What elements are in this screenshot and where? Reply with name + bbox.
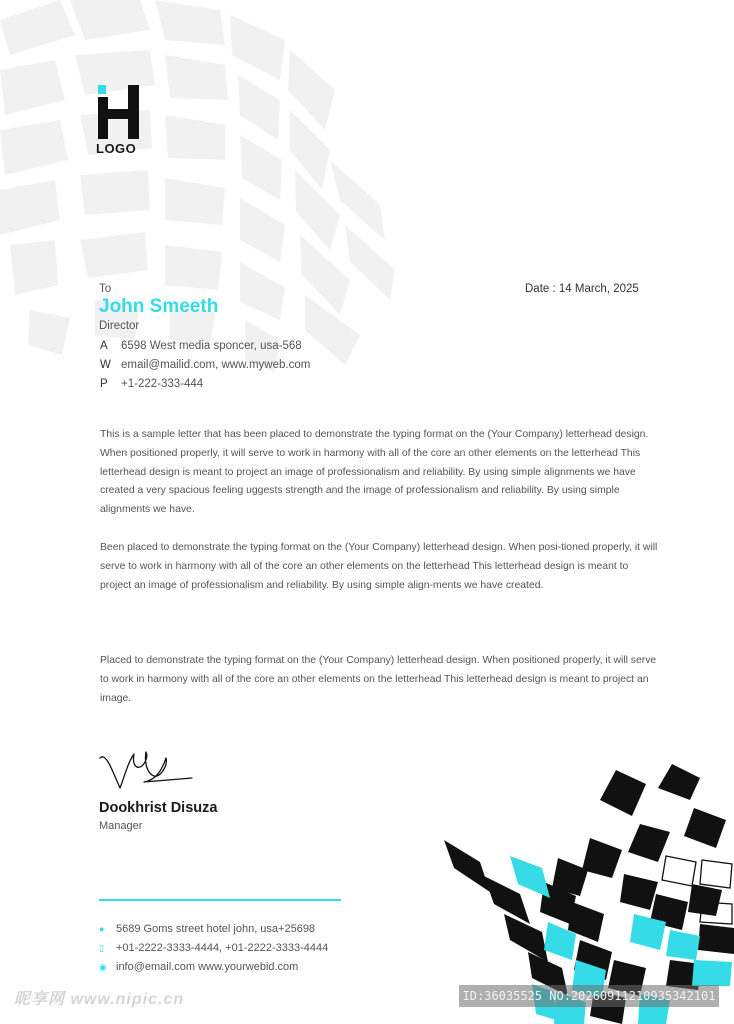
phone-key: P: [100, 378, 108, 390]
footer-address-text: 5689 Goms street hotel john, usa+25698: [116, 923, 316, 935]
phone-icon: ▯: [99, 943, 104, 953]
recipient-name: John Smeeth: [99, 296, 219, 317]
address-key: A: [100, 340, 108, 352]
globe-icon: ◉: [99, 962, 107, 972]
watermark-site-logo: 昵享网 www.nipic.cn: [14, 991, 185, 1008]
footer-phone-text: +01-2222-3333-4444, +01-2222-3333-4444: [116, 942, 329, 954]
recipient-phone: [100, 378, 203, 390]
body-paragraph-2: Been placed to demonstrate the typing format on the (Your Company) letterhead design. When posi-tioned properly, it will serve to work in harmony with all of the core an other elements on the letterhead This letterhead design is meant to project an image of professionalism and reliability. By using simple align-ments we have created.: [100, 542, 658, 591]
letter-date: Date : 14 March, 2025: [525, 283, 639, 295]
footer-divider: [99, 899, 341, 901]
body-paragraph-3: Placed to demonstrate the typing format on the (Your Company) letterhead design. When positioned properly, it will serve to work in harmony with all of the core an other elements on the letterhead This letterhead design is meant to project an image.: [100, 655, 657, 704]
footer-phone: [99, 942, 328, 954]
decorative-top-pattern: [0, 0, 420, 380]
recipient-to-label: To: [99, 283, 112, 295]
address-value: 6598 West media sponcer, usa-568: [121, 340, 302, 352]
body-paragraph-1: This is a sample letter that has been placed to demonstrate the typing format on the (Your Company) letterhead design. When positioned properly, it will serve to work in harmony with all of the core an other elements on the letterhead This letterhead design is meant to project an image of professionalism and reliability. By using simple alignments we have created a very spacious feeling uggests strength and the image of professionalism and reliability. By using simple alignments we have.: [100, 429, 649, 516]
web-key: W: [100, 359, 111, 371]
watermark-id-strip: ID:36035525 NO:20260911210935342101: [459, 985, 719, 1007]
phone-value: +1-222-333-444: [121, 378, 204, 390]
handwritten-signature: [98, 748, 198, 792]
signatory-title: Manager: [99, 820, 143, 832]
footer-web: [99, 961, 298, 973]
signatory-name: Dookhrist Disuza: [99, 800, 218, 816]
footer-address: [99, 923, 315, 935]
location-pin-icon: ●: [99, 924, 105, 934]
recipient-title: Director: [99, 320, 140, 332]
recipient-address: [100, 340, 302, 352]
footer-web-text: info@email.com www.yourwebid.com: [116, 961, 299, 973]
web-value: email@mailid.com, www.myweb.com: [121, 359, 311, 371]
recipient-web: [100, 359, 310, 371]
logo-text: LOGO: [96, 141, 137, 156]
